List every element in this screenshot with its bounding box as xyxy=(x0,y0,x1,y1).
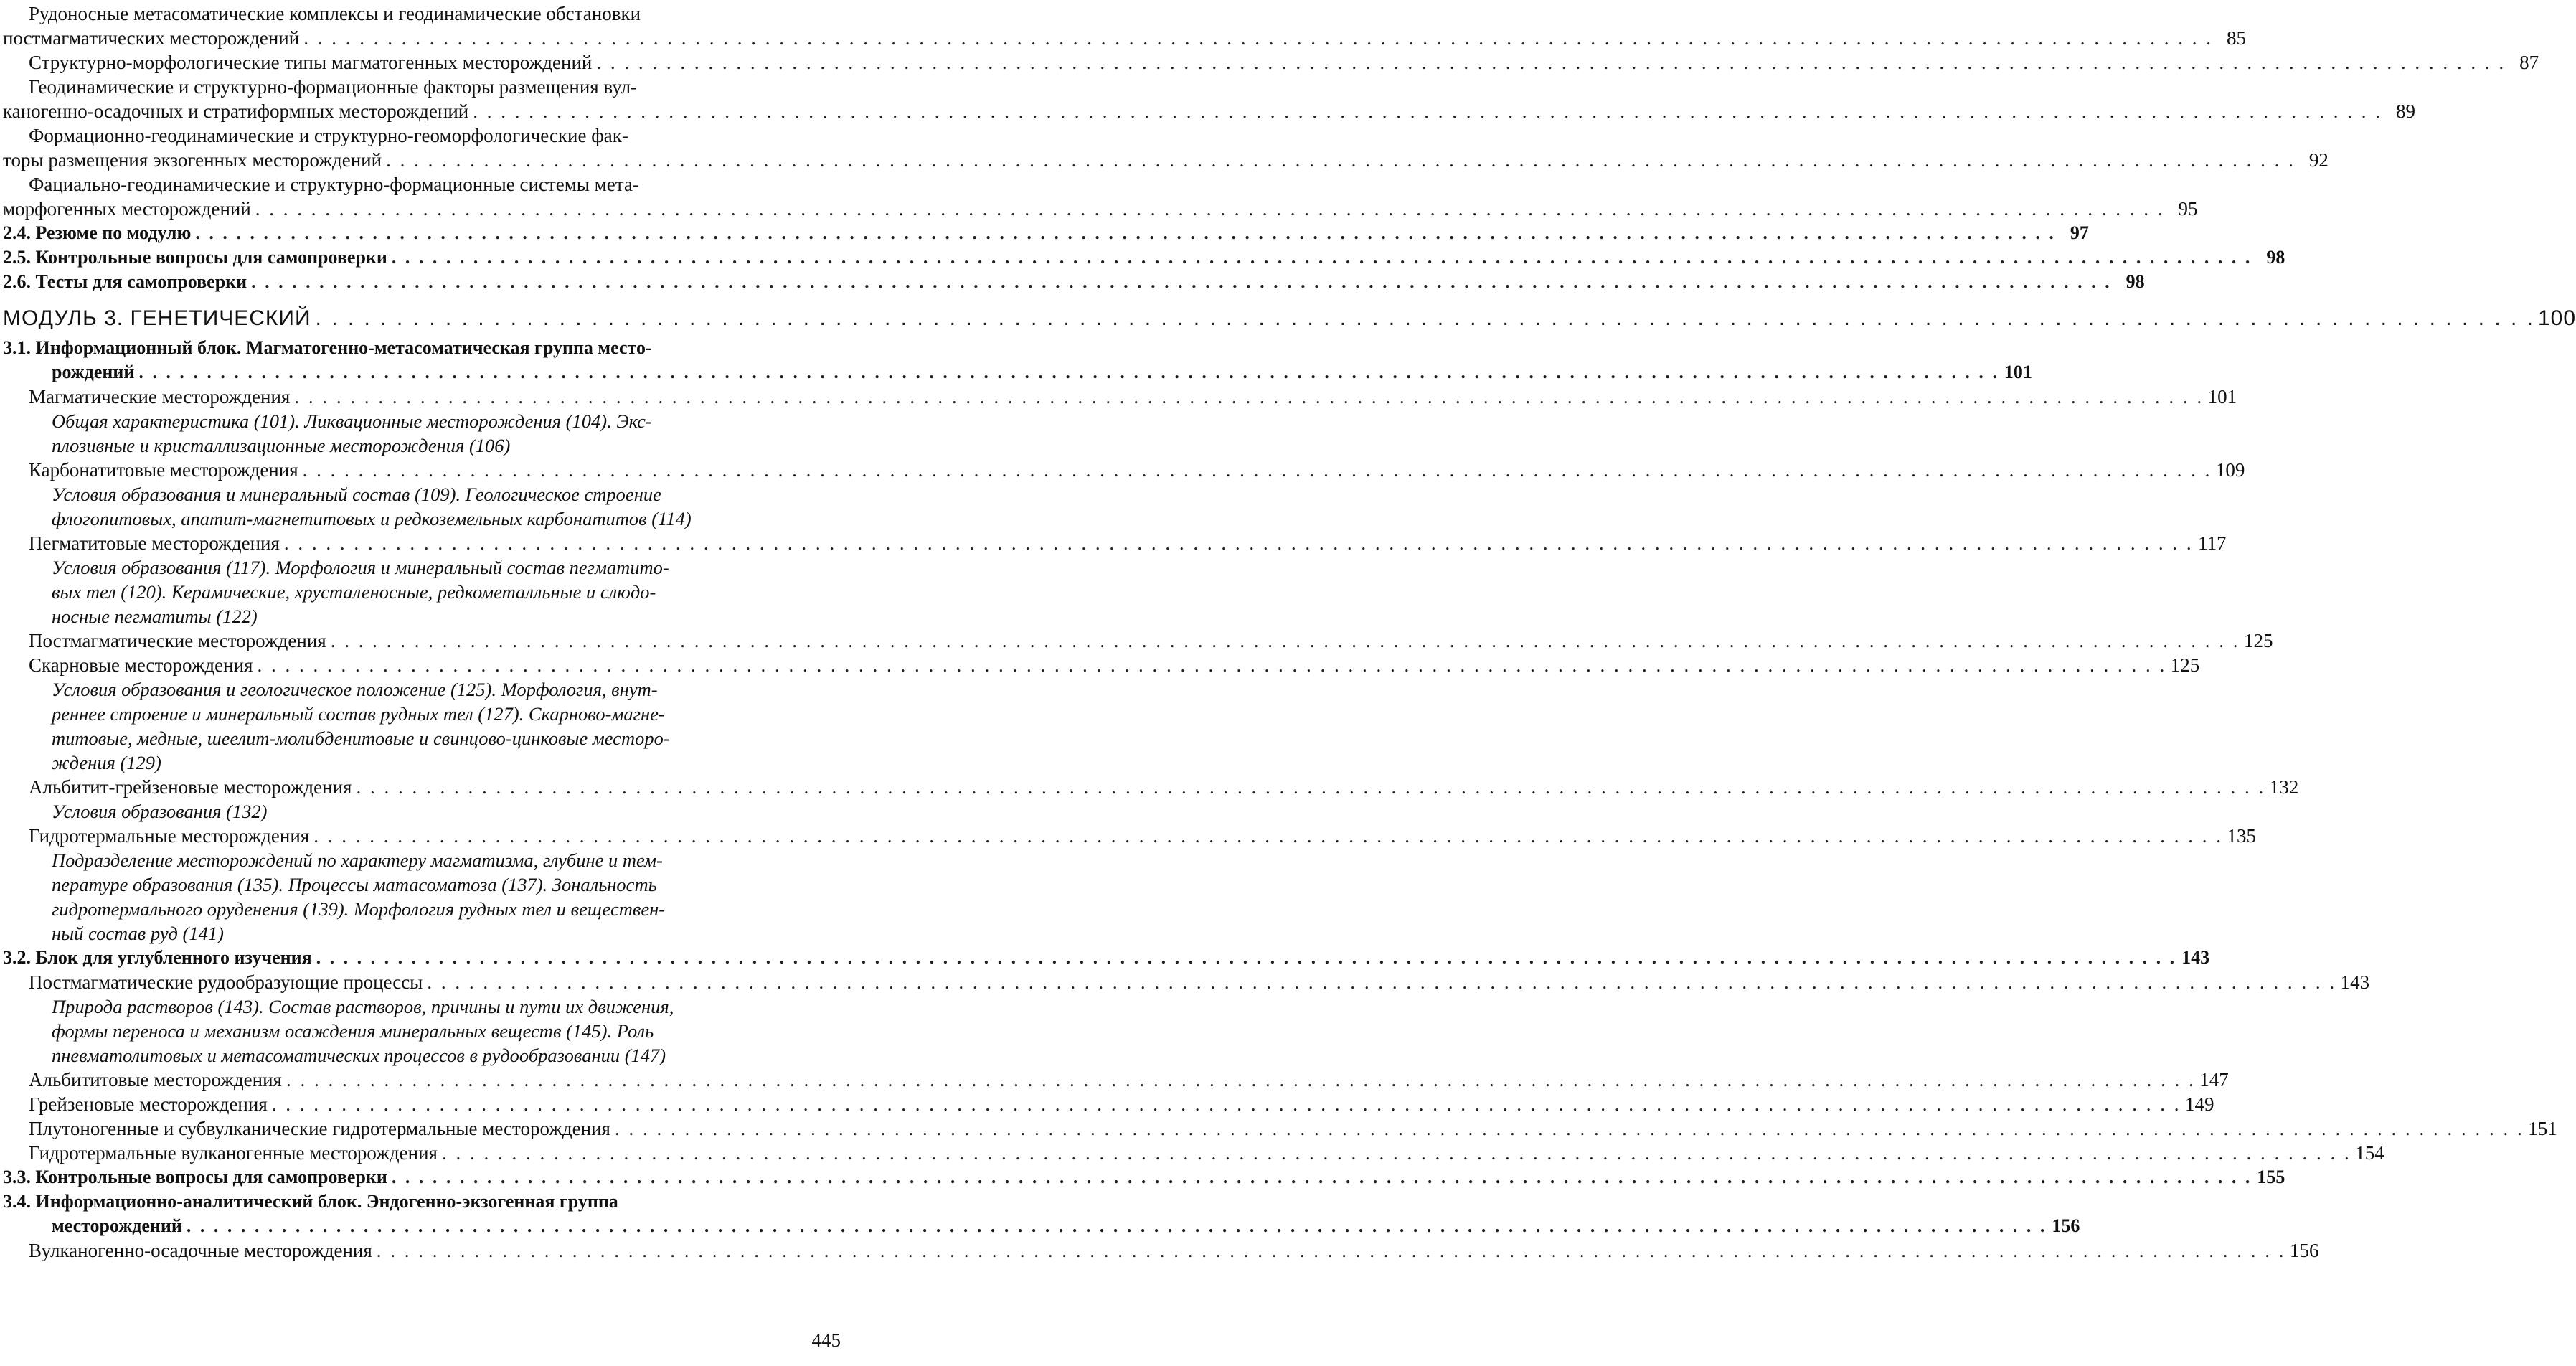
toc-subtopics xyxy=(3,799,846,824)
page-ref: 101 xyxy=(2004,362,2032,382)
toc-entry-text: морфогенных месторождений xyxy=(3,198,251,220)
subtopic-line: ждения (129) xyxy=(52,752,161,773)
toc-entry xyxy=(3,75,2415,123)
toc-section-title: 3.1. Информационный блок. Магматогенно-метасоматическая группа место- xyxy=(3,337,652,358)
toc-subtopics xyxy=(3,994,846,1068)
leader-dots xyxy=(313,824,2223,848)
table-of-contents xyxy=(3,1,2576,1263)
toc-entry-text: Магматические месторождения xyxy=(29,386,291,408)
leader-dots xyxy=(386,148,2296,172)
subtopic-line: гидротермального оруденения (139). Морфология рудных тел и веществен- xyxy=(52,898,666,920)
toc-entry xyxy=(3,1092,2214,1116)
leader-dots xyxy=(392,1165,2252,1190)
toc-subtopics xyxy=(3,555,846,628)
toc-entry-text: постмагматических месторождений xyxy=(3,27,300,49)
toc-entry-text: Формационно-геодинамические и структурно-геоморфологические фак- xyxy=(29,125,628,146)
toc-entry xyxy=(3,1068,2229,1092)
subtopic-line: Общая характеристика (101). Ликвационные месторождения (104). Экс- xyxy=(52,410,652,432)
toc-subtopics xyxy=(3,482,846,531)
page-ref: 154 xyxy=(2355,1142,2384,1164)
subtopic-line: пневматолитовых и метасоматических процессов в рудообразовании (147) xyxy=(52,1045,666,1066)
page-ref: 125 xyxy=(2243,630,2273,651)
leader-dots xyxy=(377,1238,2286,1263)
toc-entry-text: Вулканогенно-осадочные месторождения xyxy=(29,1240,372,1261)
toc-entry xyxy=(3,385,2237,458)
subtopic-line: Условия образования и минеральный состав (109). Геологическое строение xyxy=(52,484,661,505)
toc-entry xyxy=(3,123,2329,172)
page-ref: 143 xyxy=(2181,947,2210,968)
page-ref: 156 xyxy=(2290,1240,2319,1261)
leader-dots xyxy=(187,1214,2047,1238)
subtopic-line: носные пегматиты (122) xyxy=(52,606,258,627)
page-ref: 97 xyxy=(2070,222,2089,243)
leader-dots xyxy=(138,360,1999,385)
toc-entry xyxy=(3,172,2198,221)
page-ref: 89 xyxy=(2396,100,2415,122)
leader-dots xyxy=(316,304,2535,333)
toc-entry-text: Грейзеновые месторождения xyxy=(29,1093,268,1115)
toc-entry xyxy=(3,1238,2319,1263)
toc-section-title: рождений xyxy=(52,362,135,382)
leader-dots xyxy=(255,197,2165,221)
toc-section xyxy=(3,245,2285,270)
toc-section-title: месторождений xyxy=(52,1215,182,1236)
toc-entry-text: Альбититовые месторождения xyxy=(29,1069,282,1091)
toc-entry-text: Пегматитовые месторождения xyxy=(29,532,280,554)
toc-entry-text: Карбонатитовые месторождения xyxy=(29,459,298,481)
subtopic-line: плозивные и кристаллизационные месторождения (106) xyxy=(52,435,511,456)
toc-entry xyxy=(3,531,2227,628)
subtopic-line: реннее строение и минеральный состав рудных тел (127). Скарново-магне- xyxy=(52,703,665,725)
toc-entry-text: торы размещения экзогенных месторождений xyxy=(3,149,382,171)
leader-dots xyxy=(473,99,2382,123)
page-ref: 156 xyxy=(2052,1215,2080,1236)
leader-dots xyxy=(316,946,2177,970)
toc-section-title: 3.4. Информационно-аналитический блок. Эндогенно-экзогенная группа xyxy=(3,1191,618,1212)
page-number: 445 xyxy=(811,1329,841,1351)
leader-dots xyxy=(195,221,2056,245)
leader-dots xyxy=(303,26,2213,50)
leader-dots xyxy=(331,628,2240,653)
toc-entry-text: Скарновые месторождения xyxy=(29,654,253,676)
page-ref: 85 xyxy=(2226,27,2246,49)
toc-entry xyxy=(3,653,2200,775)
leader-dots xyxy=(257,653,2166,677)
subtopic-line: флогопитовых, апатит-магнетитовых и редкоземельных карбонатитов (114) xyxy=(52,508,692,529)
toc-entry-text: Гидротермальные месторождения xyxy=(29,825,310,847)
page-ref: 109 xyxy=(2215,459,2245,481)
leader-dots xyxy=(272,1092,2181,1116)
subtopic-line: формы переноса и механизм осаждения минеральных веществ (145). Роль xyxy=(52,1020,654,1042)
page-ref: 132 xyxy=(2269,776,2299,798)
toc-section xyxy=(3,946,2210,970)
toc-entry-text: Рудоносные метасоматические комплексы и геодинамические обстановки xyxy=(29,3,641,24)
toc-section xyxy=(3,1165,2285,1190)
toc-section xyxy=(3,336,2032,385)
subtopic-line: Подразделение месторождений по характеру магматизма, глубине и тем- xyxy=(52,849,663,871)
toc-entry xyxy=(3,1141,2384,1165)
leader-dots xyxy=(284,531,2194,555)
toc-entry-text: Фациально-геодинамические и структурно-формационные системы мета- xyxy=(29,174,639,195)
page-ref: 143 xyxy=(2340,971,2370,993)
leader-dots xyxy=(596,50,2506,75)
toc-entry xyxy=(3,458,2245,531)
toc-entry-text: Плутоногенные и субвулканические гидротермальные месторождения xyxy=(29,1118,610,1139)
toc-entry xyxy=(3,50,2539,75)
toc-section xyxy=(3,221,2089,245)
toc-section xyxy=(3,1190,2080,1238)
toc-section-title: 2.5. Контрольные вопросы для самопроверки xyxy=(3,247,387,268)
page-ref: 155 xyxy=(2257,1167,2285,1187)
subtopic-line: Условия образования и геологическое положение (125). Морфология, внут- xyxy=(52,679,658,700)
toc-module-heading xyxy=(3,304,2576,333)
page-ref: 98 xyxy=(2266,247,2285,268)
toc-entry-text: Постмагматические рудообразующие процессы xyxy=(29,971,423,993)
toc-entry-text: Гидротермальные вулканогенные месторождения xyxy=(29,1142,438,1164)
page-ref: 117 xyxy=(2198,532,2227,554)
toc-entry-text: Структурно-морфологические типы магматогенных месторождений xyxy=(29,52,593,73)
toc-entry-text: каногенно-осадочных и стратиформных месторождений xyxy=(3,100,469,122)
toc-entry-text: Постмагматические месторождения xyxy=(29,630,326,651)
subtopic-line: Условия образования (132) xyxy=(52,801,268,822)
toc-entry xyxy=(3,1116,2557,1141)
toc-section-title: 3.3. Контрольные вопросы для самопроверки xyxy=(3,1167,387,1187)
toc-entry xyxy=(3,1,2246,50)
toc-subtopics xyxy=(3,848,846,946)
leader-dots xyxy=(392,245,2252,270)
toc-entry-text: Геодинамические и структурно-формационные факторы размещения вул- xyxy=(29,76,638,98)
page-ref: 135 xyxy=(2227,825,2256,847)
page-ref: 87 xyxy=(2519,52,2539,73)
page-ref: 95 xyxy=(2178,198,2198,220)
subtopic-line: титовые, медные, шеелит-молибденитовые и свинцово-цинковые месторо- xyxy=(52,727,670,749)
toc-section xyxy=(3,270,2145,294)
leader-dots xyxy=(286,1068,2196,1092)
page-ref: 125 xyxy=(2170,654,2200,676)
toc-section-title: 2.6. Тесты для самопроверки xyxy=(3,271,247,292)
page-ref: 149 xyxy=(2185,1093,2214,1115)
toc-entry-text: Альбитит-грейзеновые месторождения xyxy=(29,776,352,798)
leader-dots xyxy=(294,385,2204,409)
module-title: МОДУЛЬ 3. ГЕНЕТИЧЕСКИЙ xyxy=(3,306,311,330)
page-ref: 101 xyxy=(2207,386,2237,408)
toc-section-title: 3.2. Блок для углубленного изучения xyxy=(3,947,312,968)
toc-subtopics xyxy=(3,677,846,775)
subtopic-line: вых тел (120). Керамические, хрусталеносные, редкометалльные и слюдо- xyxy=(52,581,656,603)
leader-dots xyxy=(427,970,2336,994)
subtopic-line: Природа растворов (143). Состав растворов, причины и пути их движения, xyxy=(52,996,674,1017)
leader-dots xyxy=(356,775,2265,799)
toc-section-title: 2.4. Резюме по модулю xyxy=(3,222,192,243)
page-ref: 98 xyxy=(2126,271,2145,292)
toc-entry xyxy=(3,628,2273,653)
page-ref: 151 xyxy=(2528,1118,2557,1139)
page-ref: 147 xyxy=(2199,1069,2229,1091)
toc-entry xyxy=(3,970,2370,1068)
subtopic-line: пературе образования (135). Процессы матасоматоза (137). Зональность xyxy=(52,874,657,895)
toc-entry xyxy=(3,775,2299,824)
subtopic-line: ный состав руд (141) xyxy=(52,923,224,944)
toc-entry xyxy=(3,824,2256,946)
leader-dots xyxy=(303,458,2212,482)
leader-dots xyxy=(251,270,2112,294)
subtopic-line: Условия образования (117). Морфология и минеральный состав пегматито- xyxy=(52,557,669,578)
page-ref: 100 xyxy=(2538,306,2576,330)
leader-dots xyxy=(442,1141,2351,1165)
page-ref: 92 xyxy=(2308,149,2329,171)
leader-dots xyxy=(615,1116,2524,1141)
toc-subtopics xyxy=(3,409,846,458)
